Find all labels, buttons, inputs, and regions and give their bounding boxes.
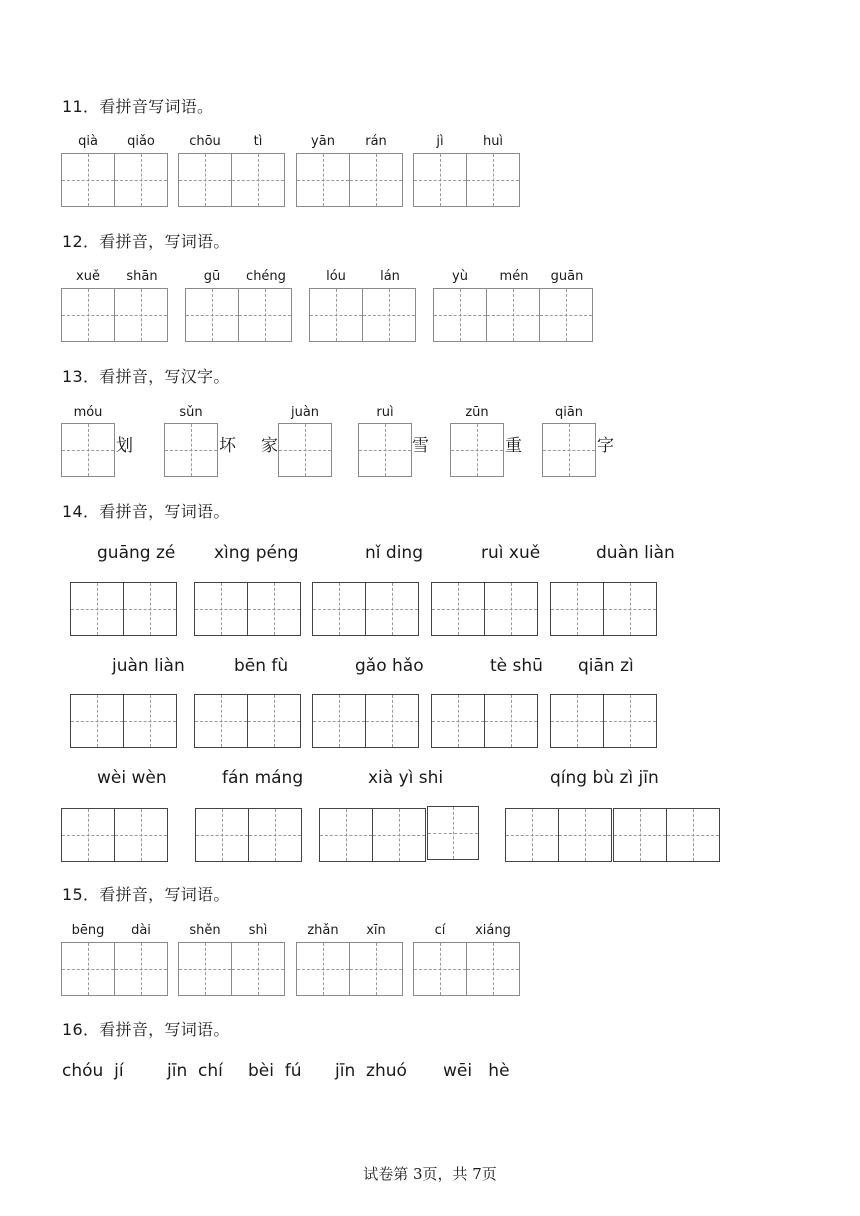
writing-grid[interactable] xyxy=(309,288,416,342)
pinyin: xiáng xyxy=(475,923,511,938)
pinyin: shān xyxy=(126,269,158,284)
writing-grid[interactable] xyxy=(61,423,115,477)
pinyin: nǐ ding xyxy=(365,543,423,563)
given-character: 家 xyxy=(261,436,278,456)
pinyin: móu xyxy=(73,405,103,420)
writing-grid[interactable] xyxy=(431,694,538,748)
writing-grid[interactable] xyxy=(194,694,301,748)
pinyin: mén xyxy=(499,269,529,284)
writing-grid[interactable] xyxy=(312,694,419,748)
pinyin: yù xyxy=(452,269,468,284)
writing-grid[interactable] xyxy=(550,582,657,636)
question-12-title: 12．看拼音，写词语。 xyxy=(62,232,230,251)
writing-grid[interactable] xyxy=(550,694,657,748)
writing-grid[interactable] xyxy=(296,153,403,207)
given-character: 划 xyxy=(116,436,133,456)
writing-grid[interactable] xyxy=(312,582,419,636)
pinyin: guān xyxy=(550,269,584,284)
pinyin: bèi fú xyxy=(248,1061,302,1081)
writing-grid[interactable] xyxy=(358,423,412,477)
pinyin: xuě xyxy=(76,269,100,284)
pinyin: gū xyxy=(203,269,221,284)
pinyin: huì xyxy=(482,134,504,149)
writing-grid[interactable] xyxy=(413,153,520,207)
pinyin: chéng xyxy=(246,269,286,284)
given-character: 雪 xyxy=(412,436,429,456)
pinyin: guāng zé xyxy=(97,543,176,563)
writing-grid[interactable] xyxy=(431,582,538,636)
writing-grid[interactable] xyxy=(178,942,285,996)
writing-grid[interactable] xyxy=(450,423,504,477)
pinyin: sǔn xyxy=(179,405,203,420)
writing-grid[interactable] xyxy=(61,808,168,862)
writing-grid[interactable] xyxy=(278,423,332,477)
pinyin: juàn liàn xyxy=(112,656,185,676)
pinyin: qiān zì xyxy=(578,656,634,676)
pinyin: fán máng xyxy=(222,768,304,788)
pinyin: qíng bù zì jīn xyxy=(550,768,659,788)
question-16-title: 16．看拼音，写词语。 xyxy=(62,1020,230,1039)
pinyin: juàn xyxy=(290,405,320,420)
writing-grid[interactable] xyxy=(296,942,403,996)
writing-grid[interactable] xyxy=(70,582,177,636)
writing-grid[interactable] xyxy=(319,808,426,862)
writing-grid[interactable] xyxy=(61,288,168,342)
pinyin: zhǎn xyxy=(307,923,339,938)
pinyin: tè shū xyxy=(490,656,543,676)
pinyin: jīn zhuó xyxy=(335,1061,407,1081)
pinyin: wēi hè xyxy=(443,1061,510,1081)
writing-grid[interactable] xyxy=(178,153,285,207)
question-14-title: 14．看拼音，写词语。 xyxy=(62,502,230,521)
question-15-title: 15．看拼音，写词语。 xyxy=(62,885,230,904)
writing-grid[interactable] xyxy=(505,808,612,862)
pinyin: dài xyxy=(131,923,151,938)
pinyin: lóu xyxy=(326,269,346,284)
pinyin: rán xyxy=(365,134,387,149)
given-character: 字 xyxy=(597,436,614,456)
writing-grid[interactable] xyxy=(185,288,292,342)
pinyin: zūn xyxy=(465,405,489,420)
pinyin: xià yì shi xyxy=(368,768,444,788)
writing-grid[interactable] xyxy=(433,288,593,342)
pinyin: chōu xyxy=(189,134,221,149)
writing-grid[interactable] xyxy=(194,582,301,636)
pinyin: jì xyxy=(436,134,444,149)
pinyin: shì xyxy=(248,923,268,938)
writing-grid[interactable] xyxy=(70,694,177,748)
pinyin: jīn chí xyxy=(167,1061,223,1081)
writing-grid[interactable] xyxy=(61,942,168,996)
pinyin: chóu jí xyxy=(62,1061,124,1081)
writing-grid[interactable] xyxy=(413,942,520,996)
writing-grid[interactable] xyxy=(195,808,302,862)
question-13-title: 13．看拼音，写汉字。 xyxy=(62,367,230,386)
pinyin: wèi wèn xyxy=(97,768,167,788)
question-11-title: 11．看拼音写词语。 xyxy=(62,97,214,116)
pinyin: lán xyxy=(380,269,400,284)
writing-grid[interactable] xyxy=(613,808,720,862)
pinyin: cí xyxy=(434,923,446,938)
given-character: 坏 xyxy=(219,436,236,456)
pinyin: qiǎo xyxy=(127,134,155,149)
writing-grid[interactable] xyxy=(427,806,479,860)
writing-grid[interactable] xyxy=(164,423,218,477)
writing-grid[interactable] xyxy=(61,153,168,207)
pinyin: xīn xyxy=(366,923,386,938)
pinyin: shěn xyxy=(189,923,221,938)
pinyin: tì xyxy=(253,134,263,149)
pinyin: ruì xuě xyxy=(481,543,541,563)
pinyin: qiān xyxy=(554,405,584,420)
pinyin: duàn liàn xyxy=(596,543,675,563)
pinyin: bēn fù xyxy=(234,656,289,676)
pinyin: xìng péng xyxy=(214,543,299,563)
pinyin: gǎo hǎo xyxy=(355,656,424,676)
writing-grid[interactable] xyxy=(542,423,596,477)
page-footer: 试卷第 3页，共 7页 xyxy=(363,1165,497,1183)
pinyin: ruì xyxy=(376,405,394,420)
pinyin: bēng xyxy=(71,923,105,938)
pinyin: qià xyxy=(78,134,98,149)
pinyin: yān xyxy=(311,134,335,149)
given-character: 重 xyxy=(505,436,522,456)
